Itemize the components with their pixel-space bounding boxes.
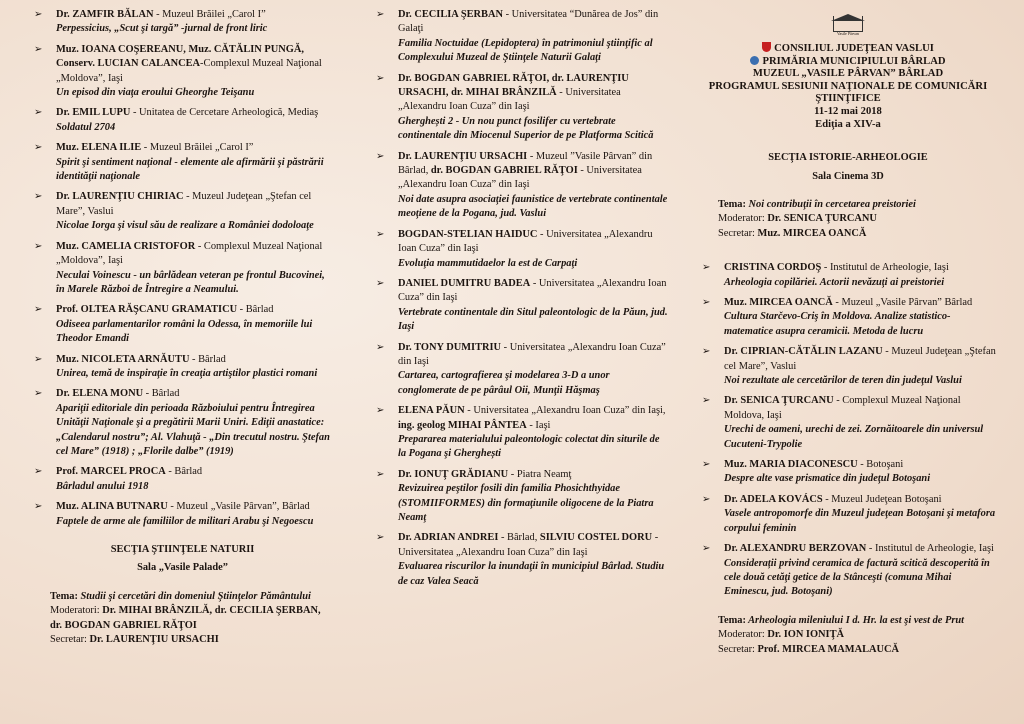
bullet-arrow-icon: ➢ — [34, 191, 43, 203]
paper-title: Unirea, temă de inspiraţie în creaţia artiştilor plastici romani — [56, 367, 318, 379]
speaker-line — [724, 494, 942, 505]
speaker-affiliation: - Bârlad — [143, 388, 180, 400]
speaker-name: Dr. CIPRIAN-CĂTĂLIN LAZANU — [724, 346, 883, 358]
speaker-line — [724, 346, 996, 371]
program-entry — [30, 190, 335, 233]
speaker-name: Muz. IOANA COŞEREANU, Muz. CĂTĂLIN PUNGĂ, Conserv. LUCIAN CALANCEA — [56, 43, 304, 70]
paper-title: Cultura Starčevo-Criş în Moldova. Analize statistico-matematice asupra ceramicii. Metoda de lucru — [724, 311, 951, 337]
speaker-name: Dr. ADELA KOVÁCS — [724, 493, 823, 505]
speaker-line — [56, 44, 322, 84]
speaker-affiliation: - Universitatea „Alexandru Ioan Cuza” din Iaşi — [398, 532, 659, 558]
paper-title: Considerații privind ceramica de factură scitică descoperită în cele două cetăţi getice de la Stânceşti (comuna Mihai Eminescu, jud. Botoşani) — [724, 557, 990, 598]
speaker-name: ing. geolog MIHAI PÂNTEA — [398, 419, 527, 431]
speaker-line — [398, 469, 571, 480]
theme-label: Tema: — [50, 590, 78, 602]
bullet-arrow-icon: ➢ — [702, 459, 711, 471]
secretary-label: Secretar: — [718, 643, 758, 655]
paper-title: Noi date asupra asociaţiei faunistice de vertebrate continentale meoţiene de la Pogana, jud. Vaslui — [398, 193, 668, 220]
theme-value: Studii şi cercetări din domeniul Ştiinţelor Pământului — [77, 590, 311, 602]
speaker-affiliation: - Institutul de Arheologie, Iaşi — [866, 543, 994, 555]
paper-title: Neculai Voinescu - un bârlădean veteran pe frontul Bucovinei, în Marele Război de Întregire a Neamului. — [56, 269, 325, 295]
speaker-name: Dr. TONY DUMITRIU — [398, 341, 502, 353]
theme-value: Noi contribuţii în cercetarea preistoriei — [745, 198, 916, 210]
secretary-value: Prof. MIRCEA MAMALAUCĂ — [757, 643, 900, 655]
program-entry — [30, 240, 335, 298]
speaker-affiliation: - Unitatea de Cercetare Arheologică, Mediaş — [130, 107, 319, 119]
museum-logo-building — [833, 16, 863, 32]
city-seal-icon — [750, 56, 759, 65]
speaker-name: Dr. LAURENŢIU URSACHI — [398, 150, 528, 162]
bullet-arrow-icon: ➢ — [34, 43, 43, 55]
section-title-natural-sciences: SECŢIA ŞTIINŢELE NATURII — [110, 544, 255, 555]
paper-title: Odiseea parlamentarilor români la Odessa, în memoriile lui Theodor Emandi — [56, 318, 313, 345]
paper-title: Prepararea materialului paleontologic colectat din siturile de la Pogana şi Gherghești — [398, 433, 660, 460]
speaker-line — [56, 466, 202, 477]
moderators-label: Moderatori: — [50, 605, 103, 617]
paper-title: Despre alte vase prismatice din judeţul Botoşani — [724, 473, 931, 485]
bullet-arrow-icon: ➢ — [34, 304, 43, 316]
program-entry — [372, 228, 668, 271]
program-entry — [372, 72, 668, 144]
speaker-line — [56, 9, 266, 20]
program-entry — [30, 141, 335, 184]
speaker-line — [398, 73, 629, 113]
theme-value: Arheologia mileniului I d. Hr. la est şi vest de Prut — [745, 614, 965, 626]
paper-title: Un episod din viaţa eroului Gheorghe Teişanu — [56, 87, 255, 99]
bullet-arrow-icon: ➢ — [702, 395, 711, 407]
speaker-line — [56, 388, 179, 399]
column-middle — [372, 8, 668, 595]
program-list-history — [30, 8, 335, 529]
speaker-name: Prof. MARCEL PROCA — [56, 466, 166, 478]
speaker-name: ELENA PĂUN — [398, 405, 465, 417]
program-entry — [30, 500, 335, 529]
theme-block-2 — [698, 614, 998, 657]
speaker-affiliation: - Universitatea „Alexandru Ioan Cuza” din Iaşi — [398, 341, 666, 367]
header-line-museum: MUZEUL „VASILE PÂRVAN” BÂRLAD — [752, 68, 944, 80]
paper-title: Evoluţia mammutidaelor la est de Carpaţi — [398, 257, 578, 269]
bullet-arrow-icon: ➢ — [34, 240, 43, 252]
speaker-affiliation: - Botoşani — [857, 459, 904, 471]
speaker-affiliation: - Muzeul „Vasile Pârvan” Bârlad — [832, 297, 973, 308]
speaker-name: Dr. ELENA MONU — [56, 388, 144, 400]
program-entry — [372, 277, 668, 335]
theme-label: Tema: — [718, 198, 746, 210]
paper-title: Evaluarea riscurilor la inundaţii în municipiul Bârlad. Studiu de caz Valea Seacă — [398, 561, 665, 587]
program-header — [698, 42, 998, 131]
paper-title: Soldatul 2704 — [56, 121, 116, 133]
paper-title: Nicolae Iorga şi visul său de realizare a României dodoloaţe — [56, 220, 314, 232]
program-entry — [698, 394, 998, 452]
bullet-arrow-icon: ➢ — [376, 341, 385, 353]
speaker-affiliation: - Institutul de Arheologie, Iaşi — [821, 262, 949, 274]
program-entry — [30, 353, 335, 382]
speaker-name: Muz. ALINA BUTNARU — [56, 501, 168, 513]
speaker-affiliation: - Muzeul Judeţean Botoşani — [822, 493, 942, 505]
speaker-affiliation: - Complexul Muzeal Naţional Moldova, Iaşi — [724, 395, 961, 421]
program-entry — [30, 8, 335, 37]
speaker-line — [724, 297, 972, 308]
header-line-city-hall: PRIMĂRIA MUNICIPIULUI BÂRLAD — [698, 56, 998, 69]
speaker-line — [56, 241, 322, 266]
speaker-name: Muz. MARIA DIACONESCU — [724, 459, 858, 471]
program-entry — [372, 341, 668, 399]
paper-title: Spirit şi sentiment naţional - elemente ale afirmării şi păstrării identităţii naţionale — [56, 156, 324, 183]
speaker-line — [724, 262, 949, 273]
speaker-affiliation: - Universitatea „Alexandru Ioan Cuza” din Iaşi — [398, 165, 642, 191]
speaker-name: SILVIU COSTEL DORU — [539, 532, 653, 544]
speaker-name: BOGDAN-STELIAN HAIDUC — [398, 228, 538, 240]
speaker-affiliation: - Iaşi — [526, 419, 551, 431]
speaker-line — [398, 229, 653, 254]
bullet-arrow-icon: ➢ — [376, 9, 385, 20]
speaker-line — [724, 543, 994, 554]
hall-name: Sala „Vasile Palade” — [137, 562, 228, 574]
speaker-affiliation: - Universitatea „Alexandru Ioan Cuza” din Iaşi — [398, 228, 653, 255]
program-entry — [30, 465, 335, 494]
paper-title: Perpessicius, „Scut şi targă” -jurnal de front liric — [56, 23, 268, 35]
header-line-program: PROGRAMUL SESIUNII NAŢIONALE DE COMUNICĂRI — [708, 80, 988, 92]
bullet-arrow-icon: ➢ — [376, 277, 385, 289]
paper-title: Cartarea, cartografierea şi modelarea 3-D a unor conglomerate de pe pârâul Oii, Munţii Hăşmaş — [398, 370, 610, 396]
speaker-line — [724, 395, 961, 420]
section-title-history: SECŢIA ISTORIE-ARHEOLOGIE — [768, 152, 928, 164]
header-line-county: CONSILIUL JUDEŢEAN VASLUI — [698, 42, 998, 56]
program-entry — [30, 303, 335, 346]
bullet-arrow-icon: ➢ — [34, 142, 43, 154]
speaker-affiliation: - Muzeul Judeţean „Ştefan cel Mare”, Vaslui — [56, 191, 312, 217]
program-list-archaeology — [698, 261, 998, 600]
speaker-name: Dr. ADRIAN ANDREI — [398, 532, 499, 544]
program-entry — [30, 106, 335, 135]
bullet-arrow-icon: ➢ — [702, 346, 711, 358]
speaker-affiliation: - Complexul Muzeal Naţional „Moldova”, Iaşi — [56, 240, 323, 267]
speaker-name: Prof. OLTEA RĂŞCANU GRAMATICU — [56, 304, 238, 316]
bullet-arrow-icon: ➢ — [34, 501, 43, 513]
bullet-arrow-icon: ➢ — [34, 466, 43, 478]
hall-name: Sala Cinema 3D — [812, 170, 884, 182]
speaker-name: dr. BOGDAN GABRIEL RĂŢOI — [430, 165, 578, 177]
header-line-scientific: ŞTIINŢIFICE — [815, 93, 881, 105]
speaker-affiliation: -Complexul Muzeal Naţional „Moldova”, Iaşi — [56, 58, 322, 84]
speaker-line — [398, 532, 658, 557]
moderator-value: Dr. ION IONIŢĂ — [767, 629, 845, 641]
speaker-line — [56, 304, 273, 315]
bullet-arrow-icon: ➢ — [34, 353, 43, 365]
theme-block — [30, 590, 335, 648]
speaker-name: CRISTINA CORDOŞ — [724, 262, 822, 274]
theme-label: Tema: — [718, 614, 746, 626]
bullet-arrow-icon: ➢ — [702, 543, 711, 555]
bullet-arrow-icon: ➢ — [34, 107, 43, 119]
program-entry — [372, 531, 668, 589]
paper-title: Revizuirea peştilor fosili din familia Phosichthyidae (STOMIIFORMES) din formaţiunile oligocene de la Piatra Neamţ — [398, 483, 654, 523]
paper-title: Arheologia copilăriei. Actorii nevăzuţi ai preistoriei — [724, 276, 945, 288]
paper-title: Noi rezultate ale cercetărilor de teren din judeţul Vaslui — [724, 375, 962, 387]
speaker-name: Dr. SENICA ŢURCANU — [724, 395, 834, 407]
speaker-affiliation: - Muzeul Brăilei „Carol I” — [141, 142, 254, 154]
bullet-arrow-icon: ➢ — [34, 388, 43, 400]
header-line-date: 11-12 mai 2018 — [814, 105, 882, 117]
museum-logo-caption: Vasile Pârvan — [837, 31, 859, 36]
speaker-affiliation: - Muzeul „Vasile Pârvan”, Bârlad — [167, 501, 310, 513]
bullet-arrow-icon: ➢ — [702, 297, 711, 308]
speaker-affiliation: - Universitatea „Alexandru Ioan Cuza” din Iaşi, — [464, 405, 666, 417]
speaker-line — [724, 459, 903, 470]
speaker-affiliation: - Muzeul Judeţean „Ştefan cel Mare”, Vaslui — [724, 346, 996, 372]
speaker-name: Dr. EMIL LUPU — [56, 107, 131, 119]
speaker-line — [56, 191, 311, 216]
paper-title: Gherghești 2 - Un nou punct fosilifer cu vertebrate continentale din Miocenul Superior de pe Platforma Scitică — [398, 115, 654, 142]
bullet-arrow-icon: ➢ — [702, 262, 711, 274]
speaker-name: Dr. LAURENŢIU CHIRIAC — [56, 191, 184, 203]
theme-block — [698, 198, 998, 241]
program-entry — [372, 150, 668, 222]
bullet-arrow-icon: ➢ — [376, 468, 385, 480]
moderator-label: Moderator: — [718, 213, 768, 225]
secretary-label: Secretar: — [718, 227, 758, 239]
speaker-affiliation: - Universitatea “Dunărea de Jos” din Galaţi — [398, 9, 659, 35]
program-entry — [698, 345, 998, 388]
program-entry — [372, 8, 668, 66]
program-entry — [698, 493, 998, 536]
speaker-affiliation: - Universitatea „Alexandru Ioan Cuza” din Iaşi — [398, 277, 667, 304]
moderators-value: Dr. MIHAI BRÂNZILĂ, dr. CECILIA ŞERBAN, dr. BOGDAN GABRIEL RĂŢOI — [50, 605, 321, 631]
speaker-affiliation: - Bârlad — [165, 466, 203, 478]
speaker-affiliation: - Muzeul Brăilei „Carol I” — [153, 9, 266, 20]
bullet-arrow-icon: ➢ — [34, 9, 43, 20]
secretary-label: Secretar: — [50, 634, 90, 646]
speaker-affiliation: - Bârlad — [189, 353, 226, 365]
program-entry — [372, 404, 668, 462]
speaker-line — [56, 142, 253, 153]
speaker-line — [56, 354, 226, 365]
speaker-name: Muz. NICOLETA ARNĂUTU — [56, 353, 190, 365]
speaker-affiliation: - Muzeul ”Vasile Pârvan” din Bârlad, — [398, 150, 653, 177]
program-entry — [30, 43, 335, 101]
speaker-line — [398, 342, 666, 367]
speaker-name: DANIEL DUMITRU BADEA — [398, 277, 531, 289]
speaker-name: Dr. ALEXANDRU BERZOVAN — [724, 543, 867, 555]
speaker-name: Muz. ELENA ILIE — [56, 142, 142, 154]
moderator-label: Moderator: — [718, 629, 768, 641]
speaker-name: Dr. CECILIA ŞERBAN — [398, 9, 503, 20]
program-list-natural-sciences — [372, 8, 668, 589]
program-entry — [30, 387, 335, 459]
speaker-line — [398, 405, 666, 430]
bullet-arrow-icon: ➢ — [376, 72, 385, 84]
paper-title: Faptele de arme ale familiilor de militari Arabu şi Negoescu — [56, 515, 314, 527]
secretary-value: Dr. LAURENŢIU URSACHI — [89, 634, 219, 646]
paper-title: Vasele antropomorfe din Muzeul judeţean Botoşani şi metafora corpului feminin — [724, 508, 996, 534]
speaker-affiliation: - Bârlad, — [498, 532, 540, 544]
program-entry — [698, 261, 998, 290]
secretary-value: Muz. MIRCEA OANCĂ — [757, 227, 867, 239]
paper-title: Familia Noctuidae (Lepidoptera) în patrimoniul ştiinţific al Complexului Muzeal de Ştiinţele Naturii Galaţi — [398, 37, 653, 64]
column-left — [30, 8, 335, 661]
speaker-line — [56, 107, 318, 118]
paper-title: Vertebrate continentale din Situl paleontologic de la Păun, jud. Iaşi — [398, 306, 668, 333]
speaker-affiliation: - Piatra Neamţ — [508, 468, 572, 480]
speaker-affiliation: - Universitatea „Alexandru Ioan Cuza” din Iaşi — [398, 87, 621, 113]
speaker-name: Muz. MIRCEA OANCĂ — [724, 297, 833, 308]
bullet-arrow-icon: ➢ — [376, 150, 385, 162]
paper-title: Apariţii editoriale din perioada Războiului pentru Întregirea Unităţii Naţionale şi a pregătirii Marii Uniri. Ediţii anastatice: „Calendarul nostru”; Al. Vlahuţă - „Din trecutul nostru. Ştefan cel Mare” (1918) ; „Florile dalbe” (1919) — [56, 402, 330, 457]
program-entry — [698, 542, 998, 600]
paper-title: Urechi de oameni, urechi de zei. Zornăitoarele din universul Cucuteni-Trypolie — [724, 424, 984, 450]
program-entry — [698, 458, 998, 487]
speaker-affiliation: - Bârlad — [237, 304, 274, 316]
speaker-line — [398, 278, 666, 303]
header-line-edition: Ediţia a XIV-a — [815, 118, 881, 130]
speaker-line — [56, 501, 310, 512]
paper-title: Bârladul anului 1918 — [56, 480, 149, 492]
moderator-value: Dr. SENICA ŢURCANU — [767, 213, 877, 225]
county-crest-icon — [762, 42, 771, 52]
bullet-arrow-icon: ➢ — [376, 405, 385, 417]
speaker-line — [398, 151, 652, 191]
museum-logo — [831, 8, 865, 36]
column-right — [698, 8, 998, 671]
program-entry — [698, 296, 998, 339]
speaker-name: Dr. ZAMFIR BĂLAN — [56, 9, 154, 20]
speaker-name: Dr. BOGDAN GABRIEL RĂŢOI, dr. LAURENŢIU URSACHI, dr. MIHAI BRÂNZILĂ — [398, 72, 629, 99]
bullet-arrow-icon: ➢ — [702, 493, 711, 505]
bullet-arrow-icon: ➢ — [376, 228, 385, 240]
speaker-name: Muz. CAMELIA CRISTOFOR — [56, 240, 196, 252]
program-entry — [372, 468, 668, 526]
speaker-line — [398, 9, 658, 34]
bullet-arrow-icon: ➢ — [376, 532, 385, 544]
speaker-name: Dr. IONUŢ GRĂDIANU — [398, 468, 509, 480]
